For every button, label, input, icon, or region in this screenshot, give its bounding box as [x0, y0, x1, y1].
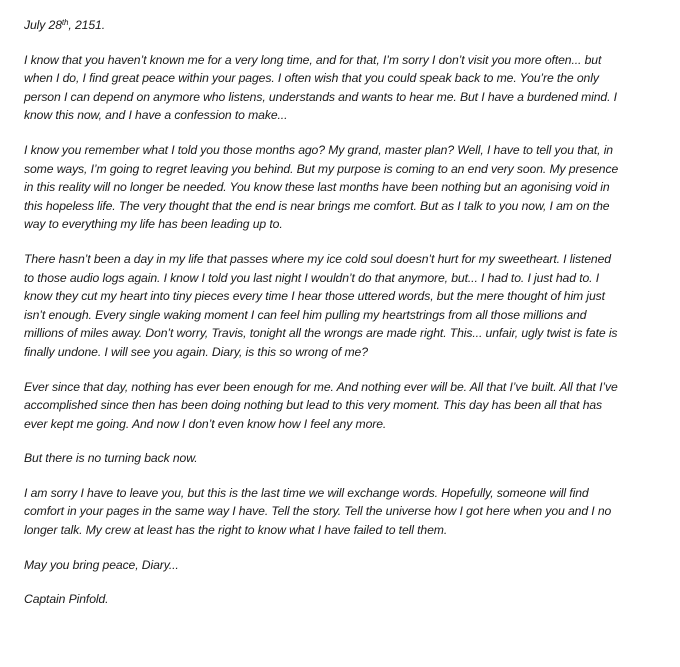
entry-date-suffix: th	[61, 18, 69, 27]
diary-entry	[24, 16, 624, 609]
paragraph-6: I am sorry I have to leave you, but this is the last time we will exchange words. Hopefully, someone will find comfort in your pages in the same way I have. Tell the story. Tell the universe how I got here when you and I no longer talk. My crew at least has the right to know what I have failed to tell them.	[24, 485, 612, 538]
paragraph-5: But there is no turning back now.	[24, 451, 198, 466]
paragraph-3: There hasn’t been a day in my life that passes where my ice cold soul doesn’t hurt for my sweetheart. I listened to those audio logs again. I know I told you last night I wouldn’t do that anymore, but... I had to. I just had to. I know they cut my heart into tiny pieces every time I hear those uttered words, but the mere thought of him just isn’t enough. Every single waking moment I can feel him pulling my heartstrings from all those millions and millions of miles away. Don’t worry, Travis, tonight all the wrongs are made right. This... unfair, ugly twist is fate is finally undone. I will see you again. Diary, is this so wrong of me?	[24, 251, 618, 359]
signature: Captain Pinfold.	[24, 592, 109, 607]
entry-date-month: July 28	[24, 18, 62, 32]
entry-date	[24, 16, 624, 35]
paragraph-1: I know that you haven’t known me for a very long time, and for that, I’m sorry I don’t visit you more often... but when I do, I find great peace within your pages. I often wish that you could speak back to me. You’re the only person I can depend on anymore who listens, understands and wants to hear me. But I have a burdened mind. I know this now, and I have a confession to make...	[24, 52, 617, 123]
entry-date-year: , 2151.	[68, 18, 105, 32]
paragraph-2: I know you remember what I told you those months ago? My grand, master plan? Well, I have to tell you that, in some ways, I’m going to regret leaving you behind. But my purpose is coming to an end very soon. My presence in this reality will no longer be needed. You know these last months have been nothing but an agonising void in this hopeless life. The very thought that the end is near brings me comfort. But as I talk to you now, I am on the way to everything my life has been leading up to.	[24, 142, 619, 232]
closing-line: May you bring peace, Diary...	[24, 557, 179, 572]
paragraph-4: Ever since that day, nothing has ever been enough for me. And nothing ever will be. All that I’ve built. All that I’ve accomplished since then has been doing nothing but lead to this very moment. This day has been all that has ever kept me going. And now I don’t even know how I feel any more.	[24, 379, 618, 431]
